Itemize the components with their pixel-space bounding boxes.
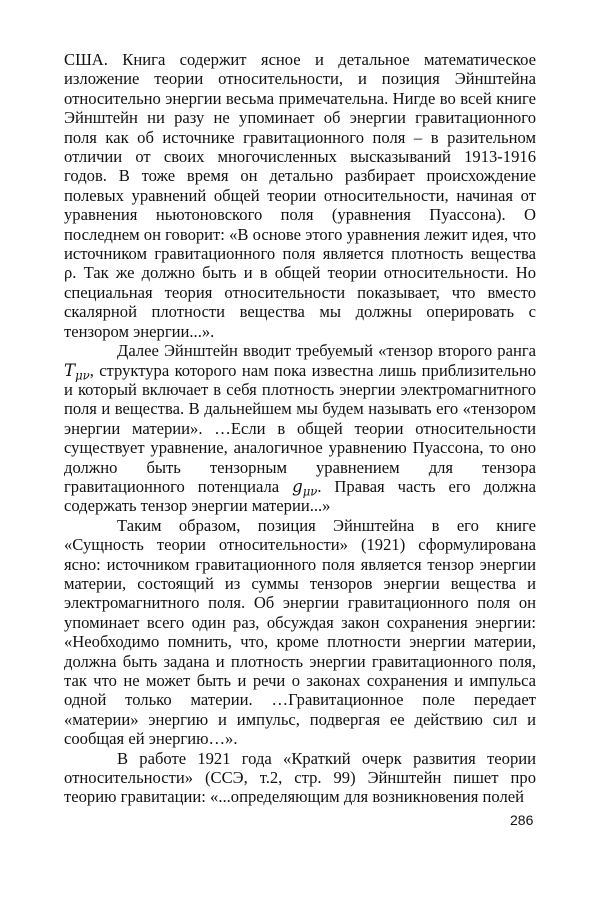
paragraph-3: Таким образом, позиция Эйнштейна в его книге «Сущность теории относительности» (1921) сформулирована ясно: источником гравитационного поля является тензор энергии материи, состоящий из суммы тензоров энергии вещества и электромагнитного поля. Об энергии гравитационного поля он упоминает всего один раз, обсуждая закон сохранения энергии: «Необходимо помнить, что, кроме плотности энергии материи, должна быть задана и плотность энергии гравитационного поля, так что не может быть и речи о законах сохранения и импульса одной только материи. …Гравитационное поле передает «материи» энергию и импульс, подвергая ее действию сил и сообщая ей энергию…». — [64, 515, 536, 749]
paragraph-1: США. Книга содержит ясное и детальное математическое изложение теории относительности, и позиция Эйнштейна относительно энергии весьма примечательна. Нигде во всей книге Эйнштейн ни разу не упоминает об энергии гравитационного поля как об источнике гравитационного поля – в разительном отличии от своих многочисленных высказываний 1913-1916 годов. В тоже время он детально разбирает происхождение полевых уравнений общей теории относительности, начиная от уравнения ньютоновского поля (уравнения Пуассона). О последнем он говорит: «В основе этого уравнения лежит идея, что источником гравитационного поля является плотность вещества ρ. Так же должно быть и в общей теории относительности. Но специальная теория относительности показывает, что вместо скалярной плотности вещества мы должны оперировать с тензором энергии...». — [64, 50, 536, 341]
potential-subscript: μν — [302, 484, 318, 499]
paragraph-2-part-2: , структура которого нам пока известна лишь приблизительно и который включает в себя плотность энергии электромагнитного поля и вещества. В дальнейшем мы будем называть его «тензором энергии материи». …Если в общей теории относительности существует уравнение, аналогичное уравнению Пуассона, то оно должно быть тензорным уравнением для тензора гравитационного потенциала — [64, 360, 536, 496]
tensor-subscript: μν — [75, 367, 90, 382]
potential-symbol: $g_{\mu\nu}$ — [292, 476, 318, 499]
paragraph-2-part-3: . Правая часть его должна содержать тензор энергии материи...» — [64, 476, 536, 516]
page-number: 286 — [510, 812, 534, 828]
paragraph-2-part-1: Далее Эйнштейн вводит требуемый «тензор второго ранга — [117, 341, 536, 361]
paragraph-2 — [64, 341, 536, 516]
body-text — [64, 50, 536, 807]
paragraph-4: В работе 1921 года «Краткий очерк развития теории относительности» (ССЭ, т.2, стр. 99) Эйнштейн пишет про теорию гравитации: «...определяющим для возникновения полей — [64, 748, 536, 807]
tensor-symbol: $T_{\mu\nu}$ — [64, 360, 90, 382]
